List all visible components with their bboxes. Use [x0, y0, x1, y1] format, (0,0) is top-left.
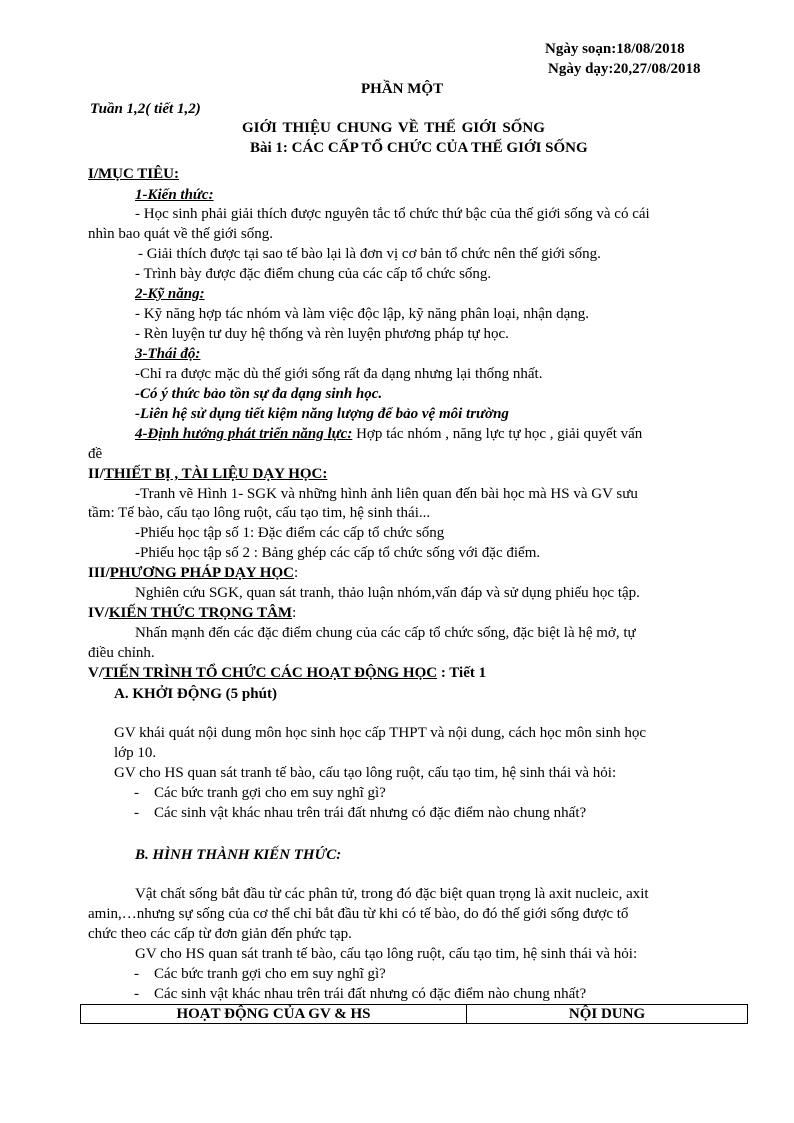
section-objectives-heading: I/MỤC TIÊU: [88, 166, 179, 182]
section-focus-colon: : [292, 605, 297, 621]
equipment-item-2: -Phiếu học tập số 1: Đặc điểm các cấp tổ chức sống [135, 525, 445, 541]
formation-bullet-2-dash: - [134, 986, 139, 1002]
formation-bullet-1-dash: - [134, 966, 139, 982]
warmup-bullet-1: Các bức tranh gợi cho em suy nghĩ gì? [154, 785, 386, 801]
focus-item-1: Nhấn mạnh đến các đặc điểm chung của các cấp tổ chức sống, đặc biệt là hệ mở, tự [135, 625, 636, 641]
section-focus-title: KIẾN THỨC TRỌNG TÂM [108, 605, 293, 621]
competency-text: Hợp tác nhóm , năng lực tự học , giải quyết vấn [352, 426, 643, 442]
equipment-item-1-cont: tầm: Tế bào, cấu tạo lông ruột, cấu tạo tim, hệ sinh thái... [88, 505, 431, 521]
part-title: PHẦN MỘT [361, 81, 444, 97]
knowledge-item-3: - Trình bày được đặc điểm chung của các cấp tổ chức sống. [135, 266, 492, 282]
week-label: Tuần 1,2( tiết 1,2) [90, 101, 201, 117]
section-methods-prefix: III/ [88, 565, 110, 581]
section-process-prefix: V/ [88, 665, 103, 681]
activity-table-col-activities: HOẠT ĐỘNG CỦA GV & HS [81, 1005, 467, 1024]
section-equipment-heading [88, 464, 327, 484]
attitude-heading: 3-Thái độ: [135, 346, 201, 362]
lesson-title: Bài 1: CÁC CẤP TỔ CHỨC CỦA THẾ GIỚI SỐNG [250, 140, 588, 156]
date-taught: Ngày dạy:20,27/08/2018 [548, 61, 701, 77]
equipment-item-1: -Tranh vẽ Hình 1- SGK và những hình ảnh liên quan đến bài học mà HS và GV sưu [135, 486, 638, 502]
formation-text-1-cont: amin,…nhưng sự sống của cơ thể chỉ bắt đầu từ khi có tế bào, do đó thế giới sống được tổ [88, 906, 629, 922]
section-equipment-prefix: II/ [88, 466, 104, 482]
date-prepared: Ngày soạn:18/08/2018 [545, 41, 685, 57]
competency-text-cont: đề [88, 446, 103, 462]
equipment-item-3: -Phiếu học tập số 2 : Bảng ghép các cấp tổ chức sống với đặc điểm. [135, 545, 541, 561]
focus-item-1-cont: điều chỉnh. [88, 645, 155, 661]
methods-item-1: Nghiên cứu SGK, quan sát tranh, thảo luận nhóm,vấn đáp và sử dụng phiếu học tập. [135, 585, 640, 601]
warmup-text-2: GV cho HS quan sát tranh tế bào, cấu tạo lông ruột, cấu tạo tim, hệ sinh thái và hỏi: [114, 765, 617, 781]
section-process-heading [88, 663, 486, 683]
section-methods-title: PHƯƠNG PHÁP DẠY HỌC [109, 565, 294, 581]
section-focus-heading [88, 603, 296, 623]
section-methods-heading [88, 563, 298, 583]
warmup-bullet-2-dash: - [134, 805, 139, 821]
knowledge-item-1-cont: nhìn bao quát về thế giới sống. [88, 226, 273, 242]
competency-heading: 4-Định hướng phát triển năng lực: [135, 426, 353, 442]
formation-bullet-1: Các bức tranh gợi cho em suy nghĩ gì? [154, 966, 386, 982]
knowledge-heading: 1-Kiến thức: [135, 187, 214, 203]
attitude-item-3: -Liên hệ sử dụng tiết kiệm năng lượng để bảo vệ môi trường [135, 406, 509, 422]
section-equipment-title: THIẾT BỊ , TÀI LIỆU DẠY HỌC: [103, 466, 328, 482]
section-methods-colon: : [293, 565, 299, 581]
attitude-item-1: -Chỉ ra được mặc dù thế giới sống rất đa dạng nhưng lại thống nhất. [135, 366, 543, 382]
formation-text-2: GV cho HS quan sát tranh tế bào, cấu tạo lông ruột, cấu tạo tim, hệ sinh thái và hỏi: [135, 946, 638, 962]
knowledge-item-2: - Giải thích được tại sao tế bào lại là đơn vị cơ bản tổ chức nên thế giới sống. [138, 246, 601, 262]
warmup-text-1: GV khái quát nội dung môn học sinh học cấp THPT và nội dung, cách học môn sinh học [114, 725, 647, 741]
section-process-suffix: : Tiết 1 [437, 665, 487, 681]
formation-text-1-cont2: chức theo các cấp từ đơn giản đến phức tạp. [88, 926, 352, 942]
activity-table-header-row [81, 1005, 748, 1024]
activity-table [80, 1004, 748, 1024]
warmup-bullet-2: Các sinh vật khác nhau trên trái đất nhưng có đặc điểm nào chung nhất? [154, 805, 587, 821]
skills-heading: 2-Kỹ năng: [135, 286, 205, 302]
skills-item-1: - Kỹ năng hợp tác nhóm và làm việc độc lập, kỹ năng phân loại, nhận dạng. [135, 306, 590, 322]
warmup-text-1-cont: lớp 10. [114, 745, 157, 761]
section-process-title: TIẾN TRÌNH TỔ CHỨC CÁC HOẠT ĐỘNG HỌC [103, 665, 438, 681]
skills-item-2: - Rèn luyện tư duy hệ thống và rèn luyện phương pháp tự học. [135, 326, 509, 342]
section-focus-prefix: IV/ [88, 605, 109, 621]
knowledge-item-1: - Học sinh phải giải thích được nguyên tắc tổ chức thứ bậc của thế giới sống và có cái [135, 206, 650, 222]
attitude-item-2: -Có ý thức bảo tồn sự đa dạng sinh học. [135, 386, 383, 402]
knowledge-formation-heading: B. HÌNH THÀNH KIẾN THỨC: [135, 847, 342, 863]
activity-table-col-content: NỘI DUNG [467, 1005, 748, 1024]
warmup-bullet-1-dash: - [134, 785, 139, 801]
formation-bullet-2: Các sinh vật khác nhau trên trái đất nhưng có đặc điểm nào chung nhất? [154, 986, 587, 1002]
warmup-heading: A. KHỞI ĐỘNG (5 phút) [114, 686, 277, 702]
competency-line [135, 424, 642, 444]
chapter-title: GIỚI THIỆU CHUNG VỀ THẾ GIỚI SỐNG [242, 120, 545, 136]
formation-text-1: Vật chất sống bắt đầu từ các phân tử, trong đó đặc biệt quan trọng là axit nucleic, axit [135, 886, 649, 902]
